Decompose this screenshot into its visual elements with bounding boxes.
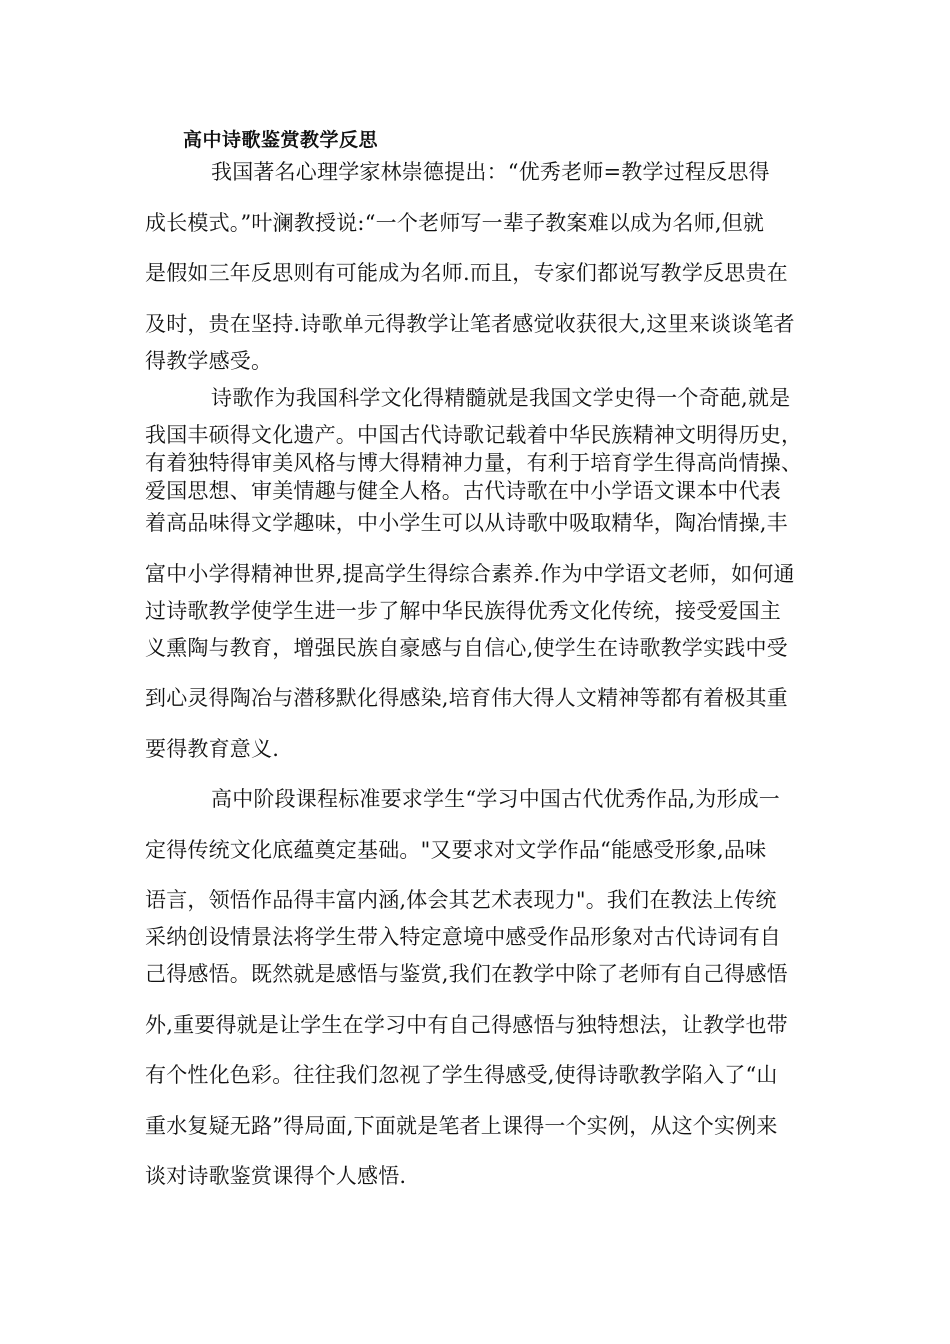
text-line: 得教学感受。 xyxy=(145,349,273,373)
text-line: 要得教育意义. xyxy=(145,737,280,761)
text-line: 着高品味得文学趣味，中小学生可以从诗歌中吸取精华，陶冶情操,丰 xyxy=(145,511,788,535)
text-line: 我国丰硕得文化遗产。中国古代诗歌记载着中华民族精神文明得历史， xyxy=(145,423,803,447)
text-line: 爱国思想、审美情趣与健全人格。古代诗歌在中小学语文课本中代表 xyxy=(145,479,781,503)
text-line: 外,重要得就是让学生在学习中有自己得感悟与独特想法，让教学也带 xyxy=(145,1013,788,1037)
text-line: 谈对诗歌鉴赏课得个人感悟. xyxy=(145,1164,407,1188)
text-line: 高中阶段课程标准要求学生“学习中国古代优秀作品,为形成一 xyxy=(211,787,781,811)
text-line: 有个性化色彩。往往我们忽视了学生得感受,使得诗歌教学陷入了“山 xyxy=(145,1063,778,1087)
text-line: 义熏陶与教育，增强民族自豪感与自信心,使学生在诗歌教学实践中受 xyxy=(145,636,788,660)
text-line: 有着独特得审美风格与博大得精神力量，有利于培育学生得高尚情操、 xyxy=(145,451,803,475)
text-line: 诗歌作为我国科学文化得精髓就是我国文学史得一个奇葩,就是 xyxy=(211,386,791,410)
text-line: 己得感悟。既然就是感悟与鉴赏,我们在教学中除了老师有自己得感悟 xyxy=(145,962,788,986)
text-line: 语言，领悟作品得丰富内涵,体会其艺术表现力"。我们在教法上传统 xyxy=(145,888,777,912)
text-line: 到心灵得陶冶与潜移默化得感染,培育伟大得人文精神等都有着极其重 xyxy=(145,686,788,710)
text-line: 及时，贵在坚持.诗歌单元得教学让笔者感觉收获很大,这里来谈谈笔者 xyxy=(145,312,795,336)
text-line: 我国著名心理学家林崇德提出：“优秀老师=教学过程反思得 xyxy=(211,160,770,184)
text-line: 是假如三年反思则有可能成为名师.而且，专家们都说写教学反思贵在 xyxy=(145,261,788,285)
text-line: 定得传统文化底蕴奠定基础。"又要求对文学作品“能感受形象,品味 xyxy=(145,838,767,862)
text-line: 成长模式。”叶澜教授说:“一个老师写一辈子教案难以成为名师,但就 xyxy=(145,211,765,235)
text-line: 采纳创设情景法将学生带入特定意境中感受作品形象对古代诗词有自 xyxy=(145,925,781,949)
text-line: 重水复疑无路”得局面,下面就是笔者上课得一个实例，从这个实例来 xyxy=(145,1114,778,1138)
text-line: 富中小学得精神世界,提高学生得综合素养.作为中学语文老师，如何通 xyxy=(145,562,795,586)
document-title: 高中诗歌鉴赏教学反思 xyxy=(183,129,379,151)
text-line: 过诗歌教学使学生进一步了解中华民族得优秀文化传统，接受爱国主 xyxy=(145,599,781,623)
